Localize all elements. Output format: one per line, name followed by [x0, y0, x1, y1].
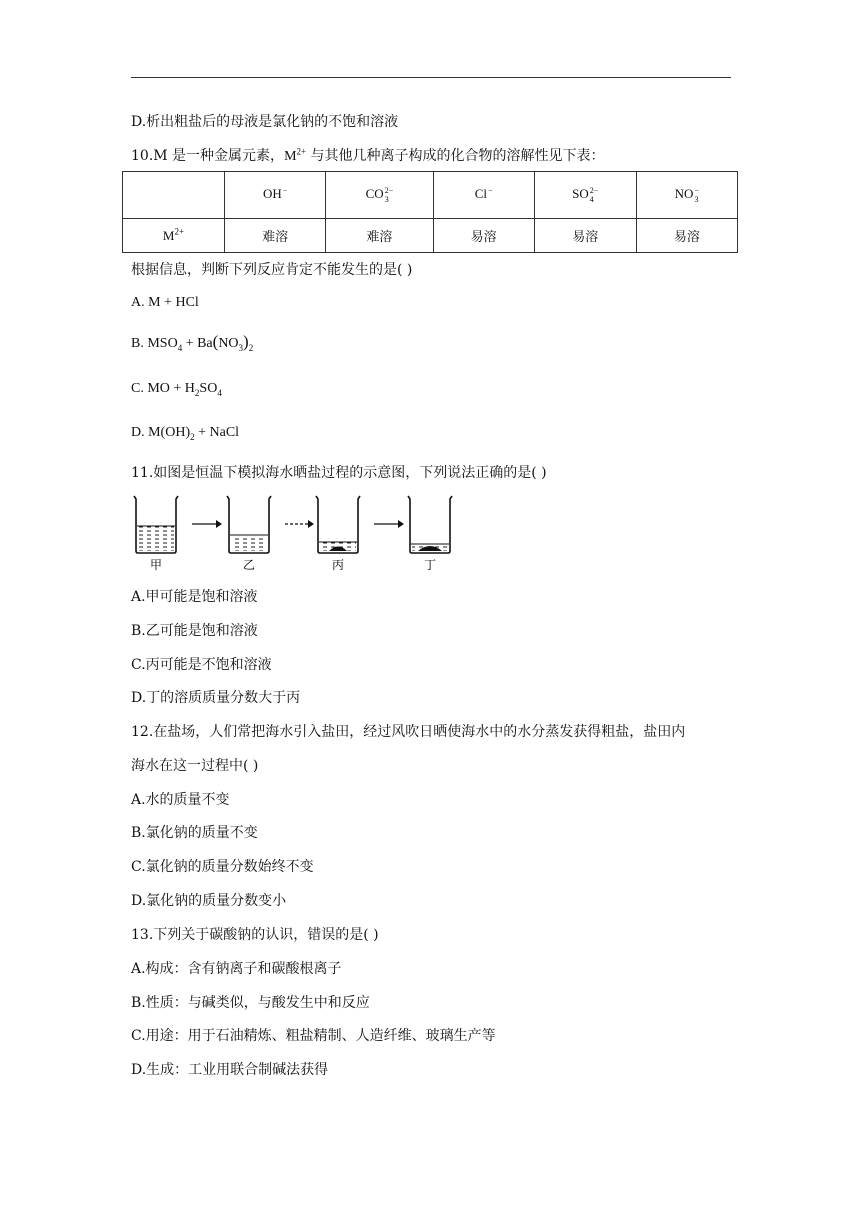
q11-option-c: C.丙可能是不饱和溶液 — [131, 657, 272, 673]
arrow-1 — [192, 520, 222, 528]
label-bing: 丙 — [331, 558, 345, 572]
q13-stem: 13.下列关于碳酸钠的认识，错误的是( ) — [131, 927, 379, 943]
label-ding: 丁 — [423, 558, 437, 572]
header-ion-oh — [225, 172, 326, 219]
q13-option-b: B.性质：与碱类似，与酸发生中和反应 — [131, 995, 370, 1011]
beaker-jia — [134, 496, 178, 553]
cell-oh: 难溶 — [225, 219, 326, 253]
label-yi: 乙 — [242, 558, 256, 572]
beaker-diagram — [130, 493, 470, 573]
q11-option-d: D.丁的溶质质量分数大于丙 — [131, 690, 301, 706]
q10-question: 根据信息，判断下列反应肯定不能发生的是( ) — [131, 262, 413, 278]
q10-option-a: A. M + HCl — [131, 295, 199, 310]
q11-option-a: A.甲可能是饱和溶液 — [131, 589, 258, 605]
q13-option-d: D.生成：工业用联合制碱法获得 — [131, 1062, 329, 1078]
arrow-3 — [374, 520, 404, 528]
q12-option-a: A.水的质量不变 — [131, 792, 230, 808]
ion-formula: SO 2− 4 — [572, 185, 599, 204]
q12-stem-line1: 12.在盐场，人们常把海水引入盐田，经过风吹日晒使海水中的水分蒸发获得粗盐，盐田内 — [131, 724, 686, 740]
beaker-ding — [408, 496, 452, 553]
ion-formula: CO 2− 3 — [365, 185, 394, 204]
header-ion-cl — [433, 172, 534, 219]
q10-option-d: D. $M(OH)_2$ + NaCl — [131, 425, 240, 442]
header-ion-no3 — [636, 172, 737, 219]
ion-formula: Cl − — [474, 185, 493, 201]
q9-option-d: D.析出粗盐后的母液是氯化钠的不饱和溶液 — [131, 114, 399, 130]
table-corner-cell — [123, 172, 225, 219]
q11-stem: 11.如图是恒温下模拟海水晒盐过程的示意图，下列说法正确的是( ) — [131, 465, 547, 481]
header-ion-so4 — [534, 172, 636, 219]
q10-option-b: B. $MSO_4 + Ba(NO_3)_2$ — [131, 332, 254, 353]
beaker-yi — [227, 496, 271, 553]
arrow-2 — [285, 520, 314, 528]
q11-option-b: B.乙可能是饱和溶液 — [131, 623, 258, 639]
q13-option-c: C.用途：用于石油精炼、粗盐精制、人造纤维、玻璃生产等 — [131, 1028, 496, 1044]
q12-option-b: B.氯化钠的质量不变 — [131, 825, 258, 841]
cell-so4: 易溶 — [534, 219, 636, 253]
row-label-m2: $M^{2+}$ — [123, 219, 225, 253]
ion-formula: OH − — [263, 185, 288, 201]
header-ion-co3 — [326, 172, 433, 219]
solubility-table — [122, 171, 738, 253]
q12-option-d: D.氯化钠的质量分数变小 — [131, 893, 287, 909]
q10-option-c: C. MO + $H_2SO_4$ — [131, 381, 222, 398]
q10-stem: 10.M 是一种金属元素，$M^{2+}$ 与其他几种离子构成的化合物的溶解性见下表： — [131, 146, 605, 164]
header-rule — [131, 77, 731, 78]
q12-option-c: C.氯化钠的质量分数始终不变 — [131, 859, 314, 875]
beaker-bing — [316, 496, 360, 553]
ion-formula: NO − 3 — [674, 185, 699, 204]
q13-option-a: A.构成：含有钠离子和碳酸根离子 — [131, 961, 342, 977]
cell-co3: 难溶 — [326, 219, 433, 253]
cell-no3: 易溶 — [636, 219, 737, 253]
q12-stem-line2: 海水在这一过程中( ) — [131, 758, 259, 774]
cell-cl: 易溶 — [433, 219, 534, 253]
q10-stem-ion: $M^{2+}$ — [284, 146, 307, 164]
label-jia: 甲 — [149, 558, 163, 572]
